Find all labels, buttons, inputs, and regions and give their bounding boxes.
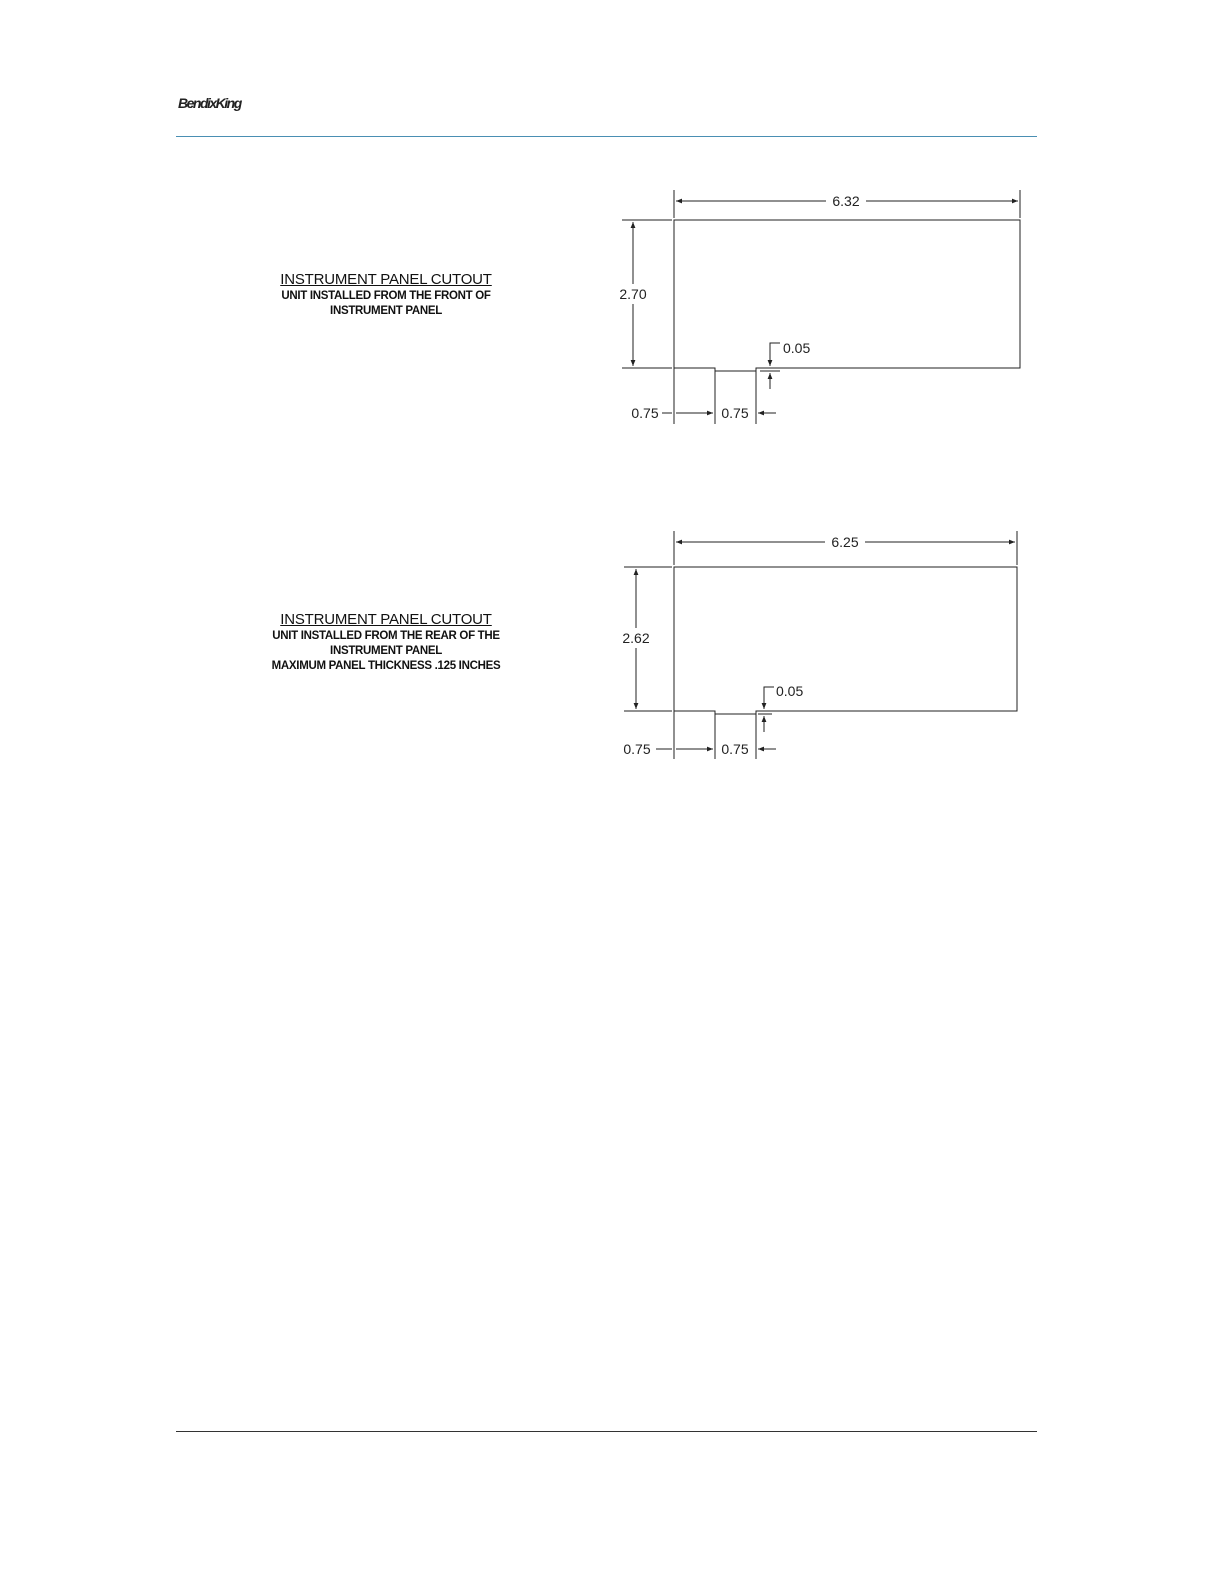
figure-1-width-label: 6.32 (832, 193, 860, 209)
figure-1-drawing (622, 190, 1020, 424)
figure-2-cutout-outline (674, 567, 1017, 714)
figure-2-notch-width-label: 0.75 (721, 741, 749, 757)
figure-2-height-label: 2.62 (622, 630, 650, 646)
figure-1-line-2: INSTRUMENT PANEL (330, 305, 442, 317)
figure-2-width-label: 6.25 (831, 534, 859, 550)
figure-2-drawing (624, 531, 1017, 759)
figure-1-line-1: UNIT INSTALLED FROM THE FRONT OF (281, 290, 491, 302)
figure-1-notch-width-label: 0.75 (721, 405, 749, 421)
figure-2-left-offset-label: 0.75 (623, 741, 651, 757)
figure-2-notch-depth-label: 0.05 (776, 683, 804, 699)
logo-text: BendixKing (178, 95, 241, 111)
figure-1-height-label: 2.70 (619, 286, 647, 302)
figure-2-title: INSTRUMENT PANEL CUTOUT (280, 611, 492, 628)
figure-1-title: INSTRUMENT PANEL CUTOUT (280, 271, 492, 288)
figure-1-left-offset-label: 0.75 (631, 405, 659, 421)
figure-1-cutout-outline (674, 220, 1020, 371)
figure-1-notch-depth-label: 0.05 (783, 340, 811, 356)
figure-2-line-2: INSTRUMENT PANEL (330, 645, 442, 657)
footer-divider (176, 1431, 1037, 1432)
figure-2-line-1: UNIT INSTALLED FROM THE REAR OF THE (272, 630, 500, 642)
figure-2-line-3: MAXIMUM PANEL THICKNESS .125 INCHES (271, 660, 501, 672)
